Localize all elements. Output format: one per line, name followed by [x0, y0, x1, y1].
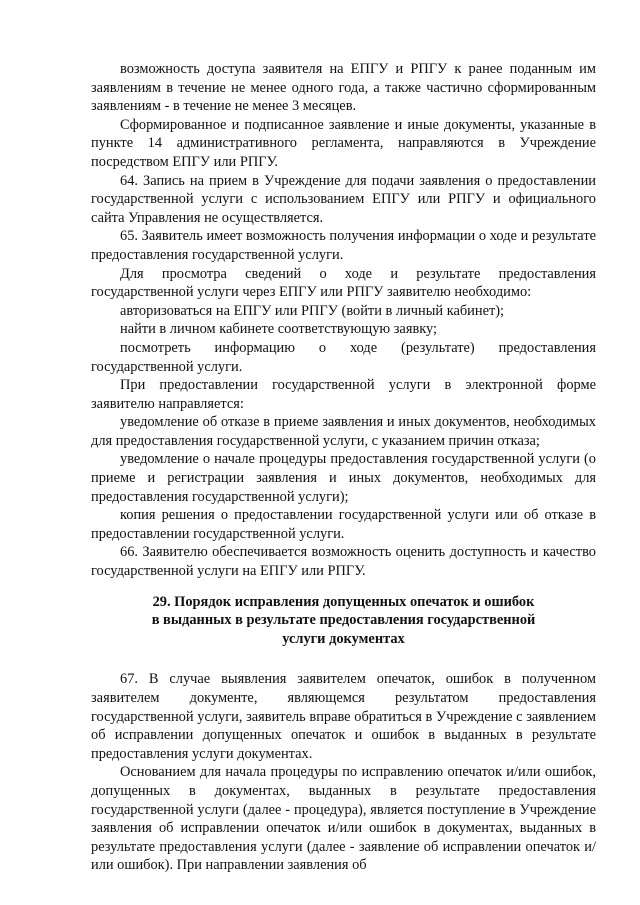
spacer [91, 648, 596, 670]
section-heading-line: 29. Порядок исправления допущенных опечаток и ошибок [152, 593, 535, 610]
paragraph: уведомление об отказе в приеме заявления и иных документов, необходимых для предоставления государственной услуги, с указанием причин отказа; [91, 414, 596, 449]
section-heading [91, 593, 596, 649]
section-heading-line: услуги документах [282, 630, 405, 647]
paragraph: 66. Заявителю обеспечивается возможность оценить доступность и качество государственной услуги на ЕПГУ или РПГУ. [91, 544, 596, 580]
paragraph: копия решения о предоставлении государственной услуги или об отказе в предоставлении государственной услуги. [91, 507, 596, 542]
paragraphs-after [91, 670, 596, 875]
paragraph: Для просмотра сведений о ходе и результате предоставления государственной услуги через ЕПГУ или РПГУ заявителю необходимо: [91, 265, 596, 301]
paragraph: Сформированное и подписанное заявление и иные документы, указанные в пункте 14 административного регламента, направляются в Учреждение посредством ЕПГУ или РПГУ. [91, 116, 596, 170]
paragraph: уведомление о начале процедуры предоставления государственной услуги (о приеме и регистрации заявления и иных документов, необходимых для предоставления государственной услуги); [91, 451, 596, 505]
paragraph: 65. Заявитель имеет возможность получения информации о ходе и результате предоставления государственной услуги. [91, 228, 596, 263]
paragraph: посмотреть информацию о ходе (результате) предоставления государственной услуги. [91, 339, 596, 375]
paragraph: Основанием для начала процедуры по исправлению опечаток и/или ошибок, допущенных в документах, выданных в результате предоставления государственной услуги (далее - процедура), является поступление в Учреждение заявления об исправлении опечаток и/или ошибок в документах, выданных в результате предоставления услуги (далее - заявление об исправлении опечаток и/или ошибок). При направлении заявления об [91, 764, 596, 874]
paragraph: При предоставлении государственной услуги в электронной форме заявителю направляется: [91, 377, 596, 412]
document-page [91, 60, 596, 875]
paragraph: авторизоваться на ЕПГУ или РПГУ (войти в личный кабинет); [120, 302, 505, 319]
paragraph: возможность доступа заявителя на ЕПГУ и РПГУ к ранее поданным им заявлениям в течение не менее одного года, а также частично сформированным заявлениям - в течение не менее 3 месяцев. [91, 61, 596, 115]
paragraph: найти в личном кабинете соответствующую заявку; [120, 321, 438, 338]
paragraphs-before [91, 60, 596, 581]
paragraph: 64. Запись на прием в Учреждение для подачи заявления о предоставлении государственной услуги с использованием ЕПГУ или РПГУ и официального сайта Управления не осуществляется. [91, 172, 596, 226]
section-heading-line: в выданных в результате предоставления государственной [151, 612, 536, 629]
paragraph: 67. В случае выявления заявителем опечаток, ошибок в полученном заявителем документе, являющемся результатом предоставления государственной услуги, заявитель вправе обратиться в Учреждение с заявлением об исправлении допущенных опечаток и ошибок в выданных в результате предоставления услуги документах. [91, 671, 596, 762]
